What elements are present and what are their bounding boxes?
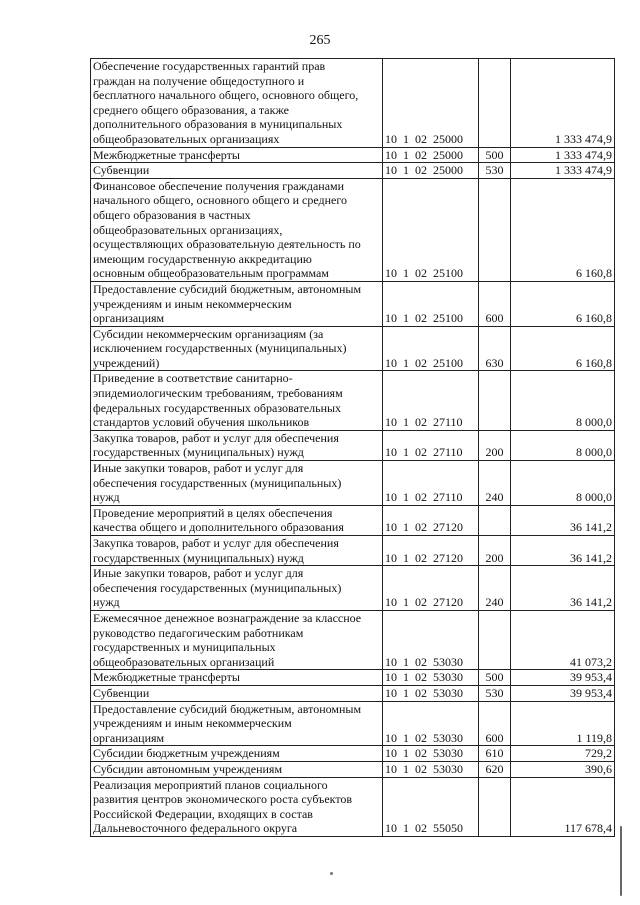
expense-name-line: государственных (муниципальных) нужд	[93, 445, 304, 460]
amount-cell: 1 119,8	[511, 701, 615, 746]
expense-name-line: Субвенции	[93, 685, 150, 700]
budget-code-cell: 10 1 02 27120	[383, 536, 479, 566]
expense-type-cell: 620	[479, 761, 511, 777]
expense-name-line: основным общеобразовательным программам	[93, 266, 329, 281]
expense-name-cell	[91, 670, 383, 686]
expense-name-cell	[91, 461, 383, 506]
budget-code-cell: 10 1 02 53030	[383, 761, 479, 777]
expense-name-line: общеобразовательных организаций	[93, 654, 275, 669]
amount-cell: 36 141,2	[511, 505, 615, 535]
expense-name-line: Проведение мероприятий в целях обеспечения	[93, 505, 333, 520]
amount-cell: 117 678,4	[511, 777, 615, 836]
expense-type-cell: 630	[479, 326, 511, 371]
expense-name-line: учреждениям и иным некоммерческим	[93, 296, 292, 311]
expense-name-line: Иные закупки товаров, работ и услуг для	[93, 566, 304, 581]
expense-type-cell	[479, 371, 511, 430]
page-number: 265	[309, 33, 331, 48]
expense-name-cell	[91, 536, 383, 566]
budget-code-cell: 10 1 02 27110	[383, 430, 479, 460]
expense-name-cell	[91, 566, 383, 611]
expense-name-line: Закупка товаров, работ и услуг для обеспечения	[93, 536, 339, 550]
budget-code-cell: 10 1 02 53030	[383, 746, 479, 762]
table-row	[91, 178, 615, 281]
table-row	[91, 371, 615, 430]
expense-name-line: дополнительного образования в муниципальных	[93, 117, 343, 132]
expense-name-line: Закупка товаров, работ и услуг для обеспечения	[93, 430, 339, 445]
budget-code-cell: 10 1 02 25000	[383, 163, 479, 179]
expense-name-line: обеспечения государственных (муниципальных)	[93, 580, 342, 595]
budget-code-cell: 10 1 02 27120	[383, 505, 479, 535]
amount-cell: 6 160,8	[511, 326, 615, 371]
budget-code-cell: 10 1 02 25100	[383, 281, 479, 326]
budget-code-cell: 10 1 02 27110	[383, 371, 479, 430]
expense-name-line: Российской Федерации, входящих в состав	[93, 806, 313, 821]
expense-name-line: исключением государственных (муниципальных)	[93, 341, 347, 356]
expense-name-line: среднего общего образования, а также	[93, 102, 289, 117]
scan-speck	[330, 872, 333, 875]
budget-code-cell: 10 1 02 25100	[383, 178, 479, 281]
table-row	[91, 536, 615, 566]
budget-code-cell: 10 1 02 25000	[383, 147, 479, 163]
table-row	[91, 670, 615, 686]
expense-name-line: федеральных государственных образовательных	[93, 400, 342, 415]
expense-name-line: эпидемиологическим требованиям, требованиям	[93, 386, 343, 401]
budget-code-cell: 10 1 02 55050	[383, 777, 479, 836]
budget-code-cell: 10 1 02 27110	[383, 461, 479, 506]
expense-name-line: учреждений)	[93, 355, 160, 370]
expense-name-line: государственных (муниципальных) нужд	[93, 550, 304, 565]
table-row	[91, 566, 615, 611]
expense-name-cell	[91, 326, 383, 371]
expense-name-cell	[91, 59, 383, 148]
amount-cell: 6 160,8	[511, 281, 615, 326]
expense-name-line: общеобразовательных организациях	[93, 131, 280, 146]
expense-name-line: общеобразовательных организациях,	[93, 222, 283, 237]
table-row	[91, 147, 615, 163]
expense-name-line: стандартов условий обучения школьников	[93, 415, 310, 430]
table-row	[91, 326, 615, 371]
expense-type-cell: 240	[479, 461, 511, 506]
expense-name-cell	[91, 610, 383, 669]
table-row	[91, 777, 615, 836]
budget-table	[90, 58, 615, 837]
expense-name-line: Субсидии некоммерческим организациям (за	[93, 326, 324, 341]
scan-edge-line	[620, 826, 622, 896]
expense-name-line: Субсидии автономным учреждениям	[93, 761, 283, 776]
expense-name-line: нужд	[93, 490, 120, 505]
table-row	[91, 685, 615, 701]
expense-name-cell	[91, 505, 383, 535]
expense-type-cell	[479, 610, 511, 669]
amount-cell: 41 073,2	[511, 610, 615, 669]
amount-cell: 6 160,8	[511, 178, 615, 281]
amount-cell: 390,6	[511, 761, 615, 777]
budget-table-body	[91, 59, 615, 837]
expense-name-line: граждан на получение общедоступного и	[93, 73, 305, 88]
expense-type-cell: 200	[479, 430, 511, 460]
expense-name-line: Приведение в соответствие санитарно-	[93, 371, 293, 386]
expense-type-cell: 500	[479, 670, 511, 686]
amount-cell: 8 000,0	[511, 461, 615, 506]
expense-name-line: учреждениям и иным некоммерческим	[93, 716, 292, 731]
amount-cell: 36 141,2	[511, 566, 615, 611]
table-row	[91, 701, 615, 746]
expense-type-cell: 530	[479, 163, 511, 179]
expense-name-line: организациям	[93, 730, 165, 745]
expense-name-line: Субсидии бюджетным учреждениям	[93, 746, 280, 761]
amount-cell: 39 953,4	[511, 685, 615, 701]
expense-type-cell	[479, 59, 511, 148]
table-row	[91, 59, 615, 148]
amount-cell: 1 333 474,9	[511, 147, 615, 163]
expense-name-cell	[91, 178, 383, 281]
table-row	[91, 163, 615, 179]
table-row	[91, 610, 615, 669]
expense-type-cell: 610	[479, 746, 511, 762]
expense-name-line: бесплатного начального общего, основного общего,	[93, 88, 359, 103]
budget-code-cell: 10 1 02 53030	[383, 685, 479, 701]
expense-name-line: Ежемесячное денежное вознаграждение за классное	[93, 610, 362, 625]
expense-name-line: общего образования в частных	[93, 207, 251, 222]
expense-type-cell: 240	[479, 566, 511, 611]
expense-name-line: нужд	[93, 595, 120, 610]
budget-code-cell: 10 1 02 25100	[383, 326, 479, 371]
table-row	[91, 761, 615, 777]
expense-name-line: Предоставление субсидий бюджетным, автономным	[93, 701, 362, 716]
table-row	[91, 746, 615, 762]
expense-name-line: Межбюджетные трансферты	[93, 670, 240, 685]
amount-cell: 729,2	[511, 746, 615, 762]
amount-cell: 8 000,0	[511, 430, 615, 460]
expense-name-cell	[91, 685, 383, 701]
expense-name-cell	[91, 746, 383, 762]
expense-name-cell	[91, 701, 383, 746]
amount-cell: 1 333 474,9	[511, 163, 615, 179]
amount-cell: 39 953,4	[511, 670, 615, 686]
expense-name-cell	[91, 163, 383, 179]
expense-name-line: Субвенции	[93, 163, 150, 178]
expense-name-line: Иные закупки товаров, работ и услуг для	[93, 461, 304, 476]
expense-name-line: организациям	[93, 311, 165, 326]
expense-name-cell	[91, 777, 383, 836]
budget-code-cell: 10 1 02 53030	[383, 610, 479, 669]
budget-code-cell: 10 1 02 53030	[383, 670, 479, 686]
expense-name-cell	[91, 281, 383, 326]
expense-type-cell: 200	[479, 536, 511, 566]
expense-name-line: обеспечения государственных (муниципальных)	[93, 475, 342, 490]
expense-name-line: качества общего и дополнительного образования	[93, 520, 344, 535]
budget-code-cell: 10 1 02 53030	[383, 701, 479, 746]
expense-type-cell: 500	[479, 147, 511, 163]
expense-name-line: Реализация мероприятий планов социального	[93, 777, 328, 792]
amount-cell: 8 000,0	[511, 371, 615, 430]
expense-name-cell	[91, 430, 383, 460]
expense-name-line: имеющим государственную аккредитацию	[93, 251, 312, 266]
expense-name-line: развития центров экономического роста субъектов	[93, 792, 353, 807]
expense-name-line: осуществляющих образовательную деятельность по	[93, 237, 361, 252]
budget-code-cell: 10 1 02 25000	[383, 59, 479, 148]
table-row	[91, 505, 615, 535]
expense-name-line: Дальневосточного федерального округа	[93, 821, 298, 836]
expense-name-line: начального общего, основного общего и среднего	[93, 193, 347, 208]
expense-name-line: Межбюджетные трансферты	[93, 147, 240, 162]
table-row	[91, 281, 615, 326]
expense-name-line: Предоставление субсидий бюджетным, автономным	[93, 281, 362, 296]
expense-type-cell: 530	[479, 685, 511, 701]
expense-type-cell: 600	[479, 281, 511, 326]
table-row	[91, 461, 615, 506]
expense-name-line: государственных и муниципальных	[93, 640, 276, 655]
expense-name-line: Финансовое обеспечение получения гражданами	[93, 178, 345, 193]
expense-name-cell	[91, 147, 383, 163]
table-row	[91, 430, 615, 460]
amount-cell: 36 141,2	[511, 536, 615, 566]
expense-type-cell	[479, 178, 511, 281]
expense-type-cell	[479, 777, 511, 836]
budget-code-cell: 10 1 02 27120	[383, 566, 479, 611]
amount-cell: 1 333 474,9	[511, 59, 615, 148]
expense-name-line: Обеспечение государственных гарантий прав	[93, 59, 326, 73]
expense-name-cell	[91, 371, 383, 430]
expense-type-cell	[479, 505, 511, 535]
expense-name-line: руководство педагогическим работникам	[93, 625, 304, 640]
expense-type-cell: 600	[479, 701, 511, 746]
expense-name-cell	[91, 761, 383, 777]
